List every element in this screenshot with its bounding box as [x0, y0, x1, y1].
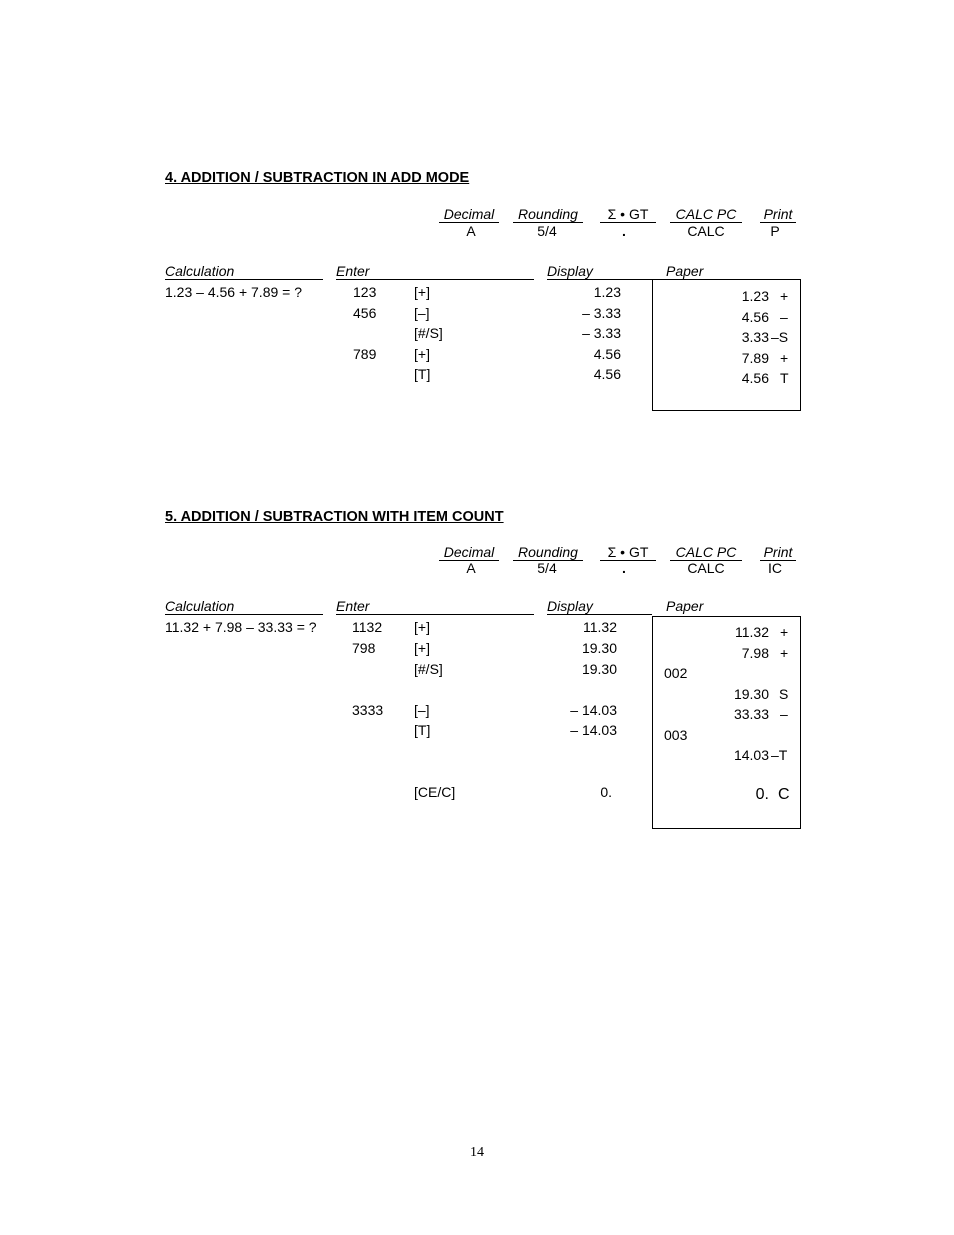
calculation-expression: 11.32 + 7.98 – 33.33 = ?: [165, 619, 317, 635]
paper-value: 33.33: [733, 706, 769, 722]
calc-pc-label: CALC PC: [670, 544, 742, 561]
display-value: – 3.33: [582, 325, 621, 341]
key-label: [+]: [414, 619, 430, 635]
enter-value: 1132: [352, 619, 383, 635]
paper-symbol: –: [780, 309, 788, 325]
key-label: [T]: [414, 722, 431, 738]
paper-symbol: –S: [771, 329, 789, 345]
display-value: – 3.33: [582, 305, 621, 321]
calculation-header: Calculation: [165, 598, 323, 615]
paper-symbol: +: [780, 288, 789, 304]
print-value: IC: [768, 560, 782, 576]
rounding-value: 5/4: [537, 223, 557, 239]
decimal-label: Decimal: [439, 206, 499, 223]
enter-value: 456: [353, 305, 377, 321]
rounding-label: Rounding: [513, 206, 583, 223]
display-value: – 14.03: [570, 722, 617, 738]
decimal-label: Decimal: [439, 544, 499, 561]
paper-value: 0.: [755, 786, 769, 803]
enter-value: 3333: [352, 702, 384, 718]
display-value: 4.56: [593, 366, 621, 382]
rounding-value: 5/4: [537, 560, 557, 576]
calculation-header: Calculation: [165, 263, 323, 280]
paper-value: 19.30: [733, 686, 769, 702]
calc-pc-value: CALC: [687, 223, 725, 239]
paper-value: 7.98: [741, 645, 769, 661]
display-value: 4.56: [593, 346, 621, 362]
key-label: [#/S]: [414, 661, 443, 677]
paper-symbol: T: [780, 370, 789, 386]
display-value: – 14.03: [570, 702, 617, 718]
paper-symbol: +: [780, 645, 789, 661]
display-header: Display: [547, 598, 652, 615]
enter-value: 123: [353, 284, 377, 300]
sigma-gt-label: Σ • GT: [600, 544, 656, 561]
paper-value: 7.89: [741, 350, 769, 366]
key-label: [+]: [414, 640, 430, 656]
item-count: 003: [664, 727, 688, 743]
paper-symbol: C: [778, 786, 790, 803]
sigma-gt-value: .: [622, 560, 626, 576]
print-label: Print: [760, 206, 796, 223]
enter-header: Enter: [336, 263, 534, 280]
rounding-label: Rounding: [513, 544, 583, 561]
calc-pc-value: CALC: [687, 560, 725, 576]
display-value: 1.23: [593, 284, 621, 300]
print-value: P: [770, 223, 780, 239]
paper-symbol: –T: [771, 747, 788, 763]
sigma-gt-value: .: [622, 223, 626, 239]
print-label: Print: [760, 544, 796, 561]
section-title: 4. ADDITION / SUBTRACTION IN ADD MODE: [165, 170, 470, 186]
decimal-value: A: [466, 560, 476, 576]
key-label: [–]: [414, 305, 430, 321]
key-label: [+]: [414, 284, 430, 300]
paper-value: 14.03: [733, 747, 769, 763]
paper-value: 4.56: [741, 309, 769, 325]
enter-value: 798: [352, 640, 376, 656]
key-label: [+]: [414, 346, 430, 362]
paper-header: Paper: [666, 598, 704, 614]
paper-value: 1.23: [741, 288, 769, 304]
section-title: 5. ADDITION / SUBTRACTION WITH ITEM COUNT: [165, 509, 504, 525]
enter-header: Enter: [336, 598, 534, 615]
display-value: 0.: [600, 784, 612, 800]
display-header: Display: [547, 263, 652, 280]
paper-value: 4.56: [741, 370, 769, 386]
display-value: 11.32: [583, 619, 617, 635]
paper-symbol: –: [780, 706, 788, 722]
page-number: 14: [470, 1145, 484, 1160]
item-count: 002: [664, 665, 688, 681]
paper-symbol: +: [780, 624, 789, 640]
paper-value: 3.33: [741, 329, 769, 345]
sigma-gt-label: Σ • GT: [600, 206, 656, 223]
display-value: 19.30: [581, 661, 617, 677]
enter-value: 789: [353, 346, 377, 362]
decimal-value: A: [466, 223, 476, 239]
paper-value: 11.32: [735, 624, 769, 640]
key-label: [#/S]: [414, 325, 443, 341]
calc-pc-label: CALC PC: [670, 206, 742, 223]
key-label: [T]: [414, 366, 431, 382]
display-value: 19.30: [581, 640, 617, 656]
paper-header: Paper: [666, 263, 704, 279]
paper-symbol: S: [779, 686, 789, 702]
calculation-expression: 1.23 – 4.56 + 7.89 = ?: [165, 284, 303, 300]
key-label: [CE/C]: [414, 784, 456, 800]
paper-symbol: +: [780, 350, 789, 366]
key-label: [–]: [414, 702, 430, 718]
